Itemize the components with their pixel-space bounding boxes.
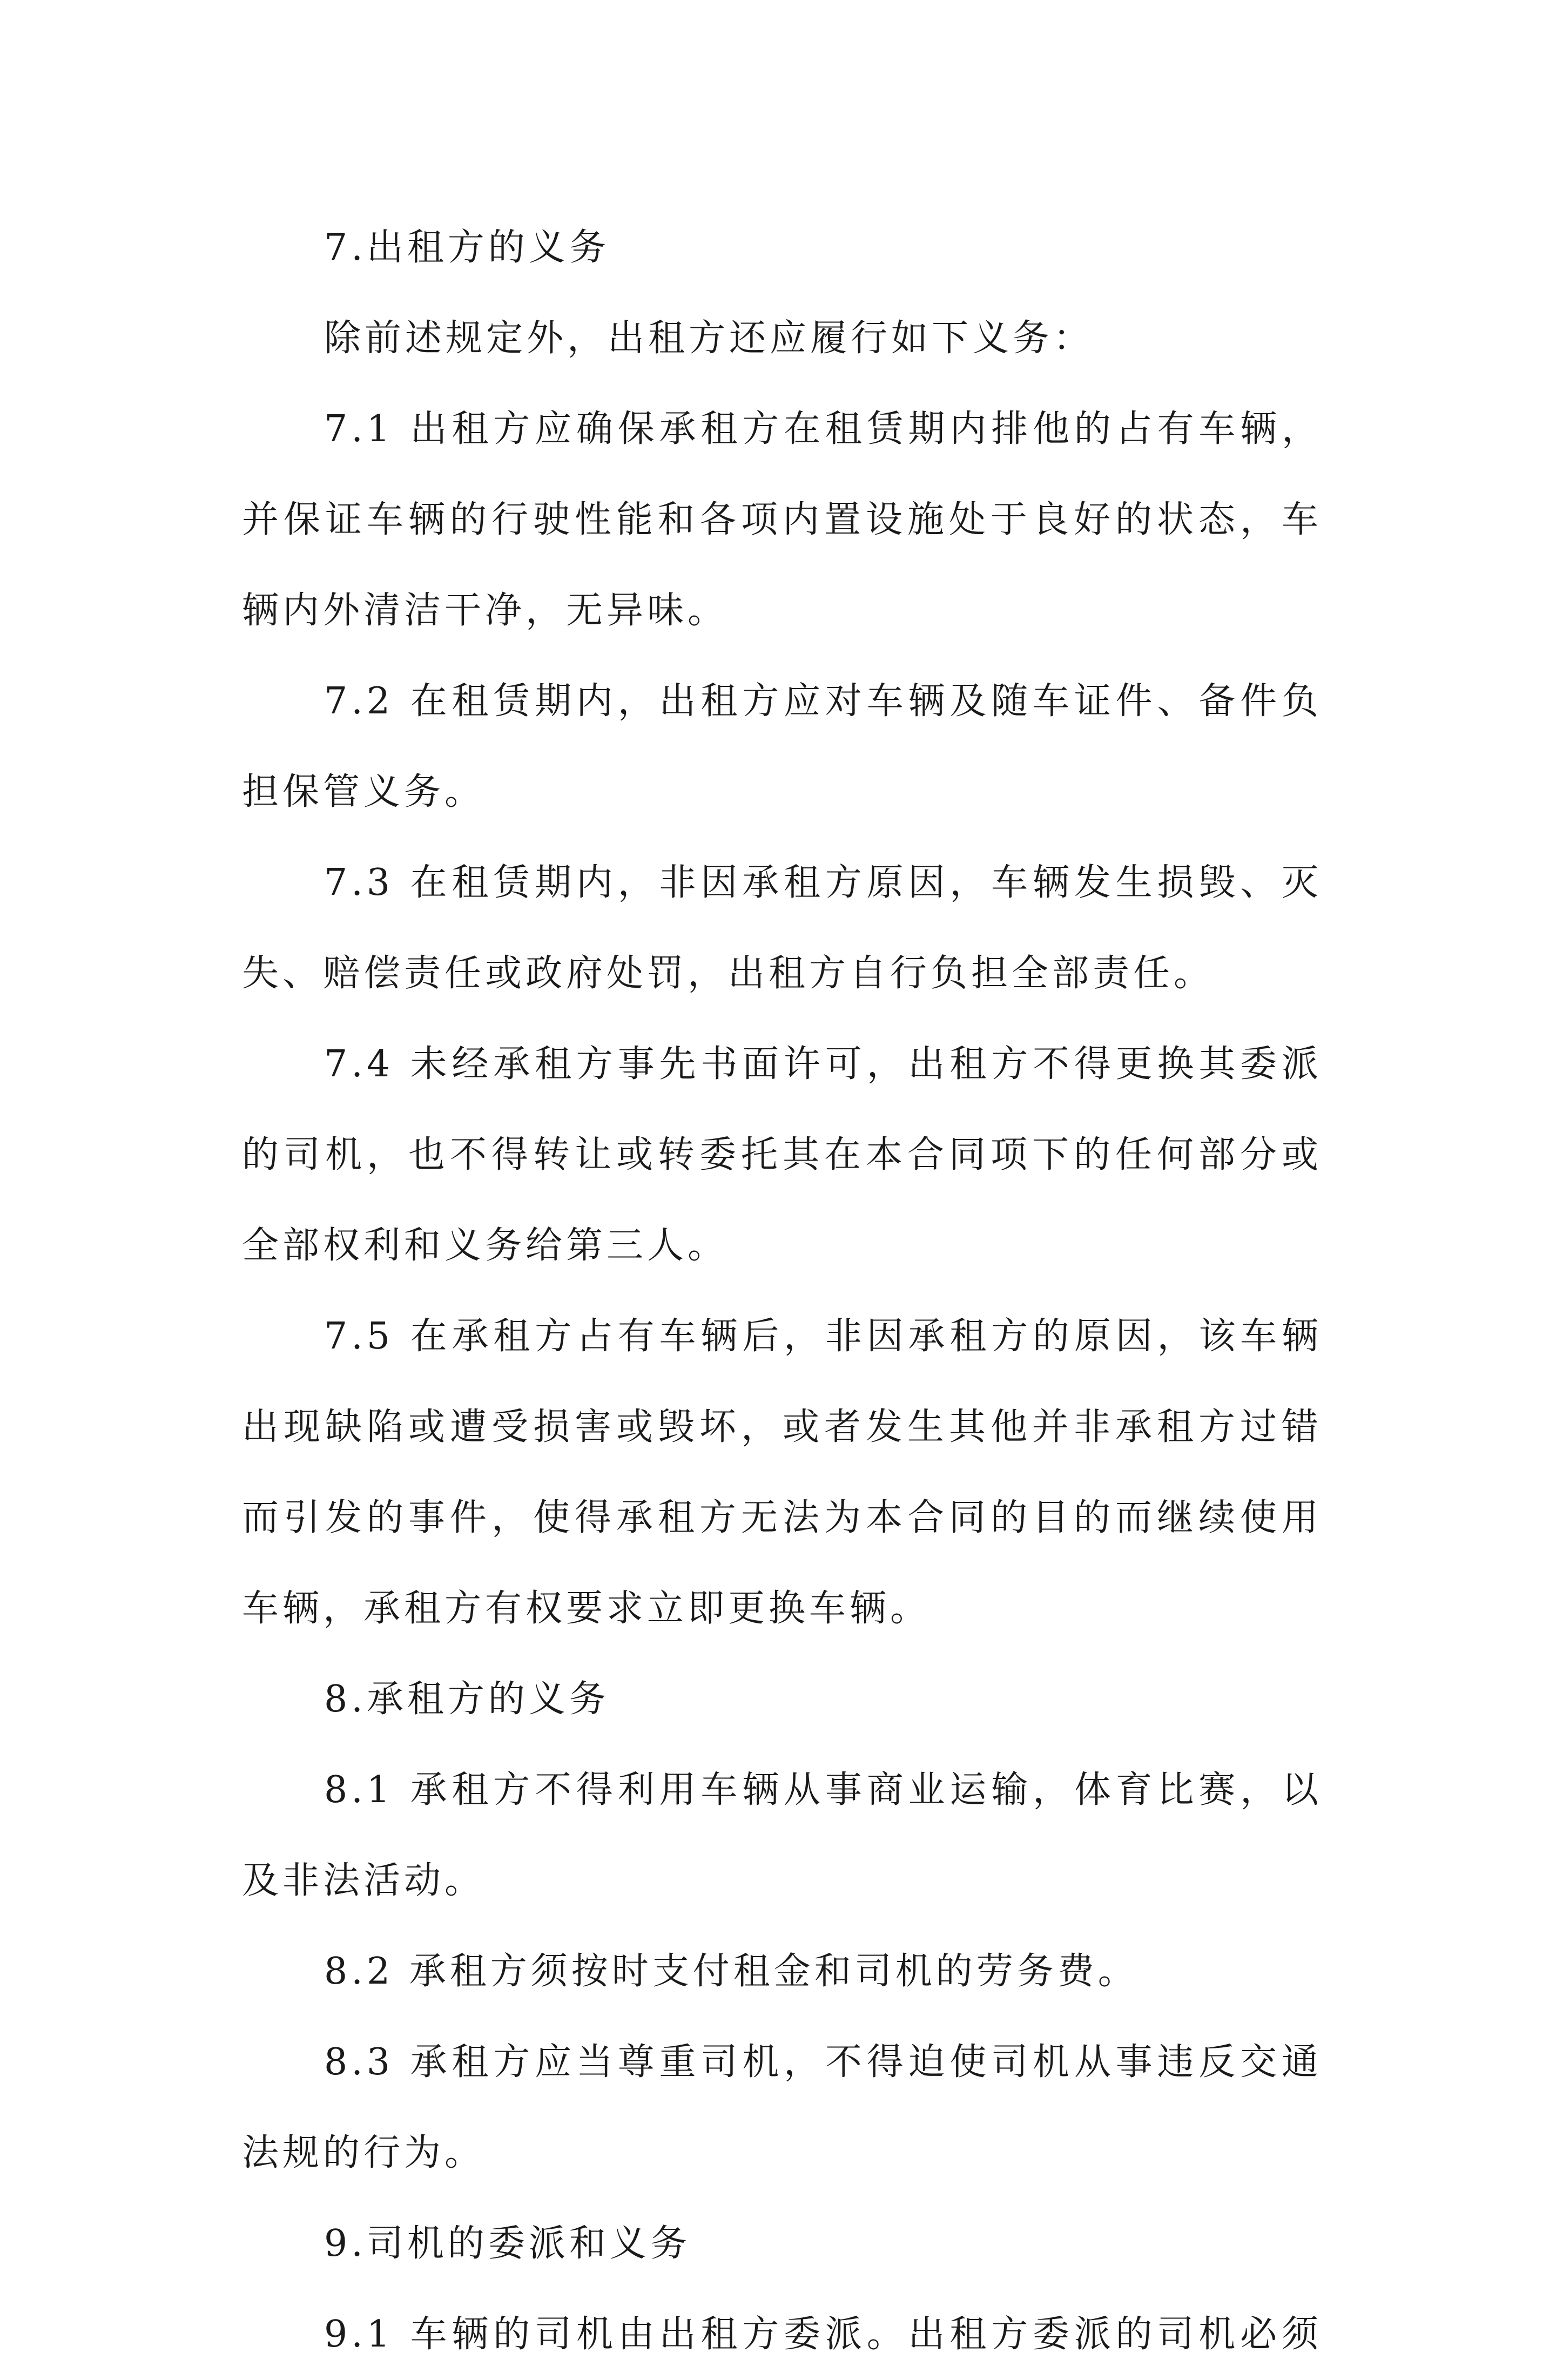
- section-heading-9: [242, 2199, 1322, 2289]
- text-line: 8.1 承租方不得利用车辆从事商业运输，体育比赛，以: [324, 1769, 1322, 1811]
- clause-7-5: [242, 1291, 1322, 1654]
- text-line: 出现缺陷或遭受损害或毁坏，或者发生其他并非承租方过错: [242, 1406, 1322, 1448]
- text-line: 8.3 承租方应当尊重司机，不得迫使司机从事违反交通: [324, 2041, 1322, 2084]
- text-line: 9.司机的委派和义务: [324, 2222, 691, 2265]
- text-line: 全部权利和义务给第三人。: [242, 1224, 729, 1267]
- text-line: 而引发的事件，使得承租方无法为本合同的目的而继续使用: [242, 1496, 1322, 1539]
- clause-9-1: [242, 2289, 1322, 2380]
- text-line: 8.承租方的义务: [324, 1678, 610, 1721]
- text-line: 7.1 出租方应确保承租方在租赁期内排他的占有车辆，: [324, 408, 1322, 450]
- clause-7-1: [242, 384, 1322, 656]
- document-body: [242, 203, 1322, 2380]
- text-line: 担保管义务。: [242, 771, 486, 813]
- clause-7-3: [242, 838, 1322, 1019]
- text-line: 7.3 在租赁期内，非因承租方原因，车辆发生损毁、灭: [324, 861, 1322, 904]
- text-line: 车辆，承租方有权要求立即更换车辆。: [242, 1587, 931, 1630]
- clause-7-4: [242, 1019, 1322, 1291]
- clause-8-1: [242, 1745, 1322, 1926]
- text-line: 8.2 承租方须按时支付租金和司机的劳务费。: [324, 1950, 1138, 1993]
- paragraph: [242, 293, 1322, 384]
- text-line: 7.出租方的义务: [324, 226, 610, 269]
- text-line: 失、赔偿责任或政府处罚，出租方自行负担全部责任。: [242, 952, 1215, 995]
- text-line: 9.1 车辆的司机由出租方委派。出租方委派的司机必须: [324, 2313, 1322, 2356]
- text-line: 7.4 未经承租方事先书面许可，出租方不得更换其委派: [324, 1043, 1322, 1086]
- clause-7-2: [242, 656, 1322, 838]
- text-line: 除前述规定外，出租方还应履行如下义务：: [324, 317, 1094, 360]
- text-line: 辆内外清洁干净，无异味。: [242, 589, 729, 632]
- text-line: 并保证车辆的行驶性能和各项内置设施处于良好的状态，车: [242, 498, 1322, 541]
- section-heading-8: [242, 1654, 1322, 1745]
- text-line: 的司机，也不得转让或转委托其在本合同项下的任何部分或: [242, 1134, 1322, 1176]
- clause-8-3: [242, 2017, 1322, 2199]
- text-line: 法规的行为。: [242, 2132, 486, 2174]
- text-line: 及非法活动。: [242, 1859, 486, 1902]
- text-line: 7.2 在租赁期内，出租方应对车辆及随车证件、备件负: [324, 680, 1322, 723]
- clause-8-2: [242, 1926, 1322, 2017]
- section-heading-7: [242, 203, 1322, 293]
- text-line: 7.5 在承租方占有车辆后，非因承租方的原因，该车辆: [324, 1315, 1322, 1358]
